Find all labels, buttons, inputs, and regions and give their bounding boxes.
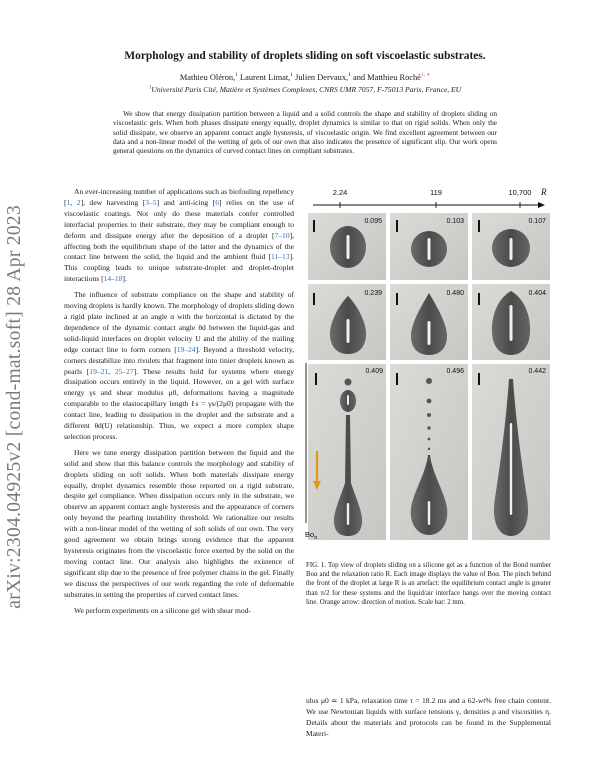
author-roche: and Matthieu Roché xyxy=(352,72,421,82)
scale-bar xyxy=(396,293,398,305)
citation-link[interactable]: 19–24 xyxy=(176,344,196,354)
scale-bar xyxy=(478,220,480,232)
scale-bar xyxy=(313,293,315,305)
bond-number-label: 0.107 xyxy=(528,218,546,225)
scale-bar xyxy=(313,220,315,232)
panel-r1-c3 xyxy=(472,213,550,280)
bond-number-label: 0.496 xyxy=(446,368,464,375)
right-column-text xyxy=(306,696,551,740)
figure-1-svg xyxy=(305,183,553,543)
abstract: We show that energy dissipation partition between a liquid and a solid controls the shape and stability of droplets sliding on viscoelastic gels. When both phases dissipate energy equally, droplet dynamics is similar to that on rigid solids. When only the solid dissipate, we observe an apparent contact angle hysteresis, of viscoelastic origin. We find excellent agreement between our data and a non-linear model of the wetting of gels of our own that also indicates the presence of significant slip. Our work opens general questions on the dynamics of curved contact lines on compliant substrates. xyxy=(113,109,497,156)
affiliation-text: Université Paris Cité, Matière et Systèmes Complexes, CNRS UMR 7057, F-75013 Paris, France, EU xyxy=(151,85,462,94)
author-dervaux: Julien Dervaux, xyxy=(295,72,349,82)
citation-link[interactable]: 19–21 xyxy=(89,366,109,376)
figure-1 xyxy=(305,183,553,543)
bond-number-label: 0.409 xyxy=(365,368,383,375)
citation-link[interactable]: 7–10 xyxy=(274,230,290,240)
citation-link[interactable]: 6 xyxy=(215,197,220,207)
bond-number-label: 0.480 xyxy=(446,290,464,297)
paragraph-intro: An ever-increasing number of applications such as biofouling repellency [1, 2], dew harvesting [3–5] and anti-icing [6] relies on the use of viscoelastic coatings. Not only do these materials confer controlled interfacial properties to their substrate, they may be compliant enough to deform and dissipate energy after the deposition of a droplet [7–10], affecting both the equilibrium shape of the latter and the dynamics of the contact line between the solid, the liquid and the ambient fluid [11–13]. This coupling leads to unique substrate-droplet and droplet-droplet interactions [14–18]. xyxy=(64,187,294,284)
author-corresponding-mark[interactable]: 1, ∗ xyxy=(420,72,431,78)
scale-bar xyxy=(315,373,317,385)
panel-r2-c1 xyxy=(308,284,386,360)
author-limat: Laurent Limat, xyxy=(240,72,291,82)
paragraph-experiments: We perform experiments on a silicone gel with shear mod- xyxy=(74,605,251,615)
r-axis-symbol: R xyxy=(541,187,547,197)
bo-axis-label: $Bo_\alpha$ xyxy=(305,530,318,541)
panel-r2-c3 xyxy=(472,284,550,360)
citation-link[interactable]: 3–5 xyxy=(145,197,157,207)
citation-link[interactable]: 11–13 xyxy=(271,252,290,262)
author-oleron: Mathieu Oléron, xyxy=(179,72,236,82)
paragraph-materials: ulus μ0 ≃ 1 kPa, relaxation time τ = 18.2 ms and a 62-wt% free chain content. We use Newtonian liquids with surface tensions γ, densities ρ and viscosities η. Details about the materials and protocols can be found in the Supplemental Materi- xyxy=(306,696,551,738)
paragraph-influence: The influence of substrate compliance on the shape and stability of moving droplets is hardly known. The morphology of droplets sliding down a rigid plate inclined at an angle α with the horizontal is dictated by the dependence of the dynamic contact angle θd between the liquid-gas and solid-liquid interfaces on droplet velocity U and the ability of the trailing edge contact line to form corners [19–24]. Beyond a threshold velocity, corners destabilize into rivulets that fragment into tinier droplets known as pearls [19–21, 25–27]. These results hold for systems where energy dissipation occurs entirely in the liquid. However, on a gel with surface energy γs and shear modulus μ0, deformations having a magnitude comparable to the elastocapillary length ℓs = γs/(2μ0) propagate with the contact line, leading to dissipation in the droplet and the substrate and a different θd(U) relationship. Thus, we expect a more complex shape selection process. xyxy=(64,290,294,441)
citation-link[interactable]: 1 xyxy=(66,197,71,207)
author-list xyxy=(60,72,550,82)
scale-bar xyxy=(396,220,398,232)
r-axis-arrowhead xyxy=(538,202,545,208)
author-affil-mark: 1 xyxy=(235,72,238,78)
r-value-2: 119 xyxy=(430,188,442,197)
figure-caption: FIG. 1. Top view of droplets sliding on a silicone gel as a function of the Bond number Boα and the relaxation ratio R. Each image displays the value of Boα. The pinch behind the front of the droplet at large R is an artefact: the equilibrium contact angle is greater than π/2 for these systems and the liquid/air interface hangs over the moving contact line. Orange arrow: direction of motion. Scale bar: 2 mm. xyxy=(306,562,551,606)
affiliation xyxy=(60,85,550,94)
r-value-1: 2.24 xyxy=(332,188,348,197)
panel-r1-c1 xyxy=(308,213,386,280)
arxiv-identifier: arXiv:2304.04925v2 [cond-mat.soft] 28 Apr 2023 xyxy=(4,205,25,609)
author-affil-mark: 1 xyxy=(348,72,351,78)
scale-bar xyxy=(478,373,480,385)
bond-number-label: 0.239 xyxy=(364,290,382,297)
panel-r1-c2 xyxy=(390,213,468,280)
r-value-3: 10,700 xyxy=(508,188,532,197)
scale-bar xyxy=(478,293,480,305)
left-column xyxy=(64,187,294,616)
paragraph-approach: Here we tune energy dissipation partition between the liquid and the solid and show that this balance controls the morphology and stability of droplets sliding on soft solids. When both materials dissipate energy equally, droplet dynamics resemble those reported on a rigid substrate, despite gel compliance. When dissipation occurs only in the substrate, we observe an apparent contact angle hysteresis and the appearance of corners only beyond the pearling instability threshold. We rationalize our results with a non-linear model of the wetting of soft solids of our own. The very good agreement we obtain brings strong evidence that the apparent hysteresis originates from the viscoelastic force exerted by the solid on the moving contact line. Our analysis also highlights the existence of significant slip due to the presence of free polymer chains in the gel. Finally we discuss the perspectives of our work regarding the role of deformable substrates in setting the properties of curved contact lines. xyxy=(64,447,294,599)
citation-link[interactable]: 25–27 xyxy=(114,366,134,376)
author-affil-mark: 1 xyxy=(290,72,294,78)
panel-r3-c3 xyxy=(472,364,550,540)
panel-r3-c2 xyxy=(390,364,468,540)
citation-link[interactable]: 2 xyxy=(76,197,81,207)
scale-bar xyxy=(396,373,398,385)
paper-title: Morphology and stability of droplets sliding on soft viscoelastic substrates. xyxy=(124,50,486,62)
bond-number-label: 0.442 xyxy=(528,368,546,375)
bond-number-label: 0.103 xyxy=(446,218,464,225)
panel-r3-c1 xyxy=(308,364,386,540)
affiliation-mark: 1 xyxy=(148,85,152,91)
bond-number-label: 0.404 xyxy=(528,290,546,297)
panel-r2-c2 xyxy=(390,284,468,360)
citation-link[interactable]: 14–18 xyxy=(103,274,123,284)
bond-number-label: 0.095 xyxy=(364,218,382,225)
